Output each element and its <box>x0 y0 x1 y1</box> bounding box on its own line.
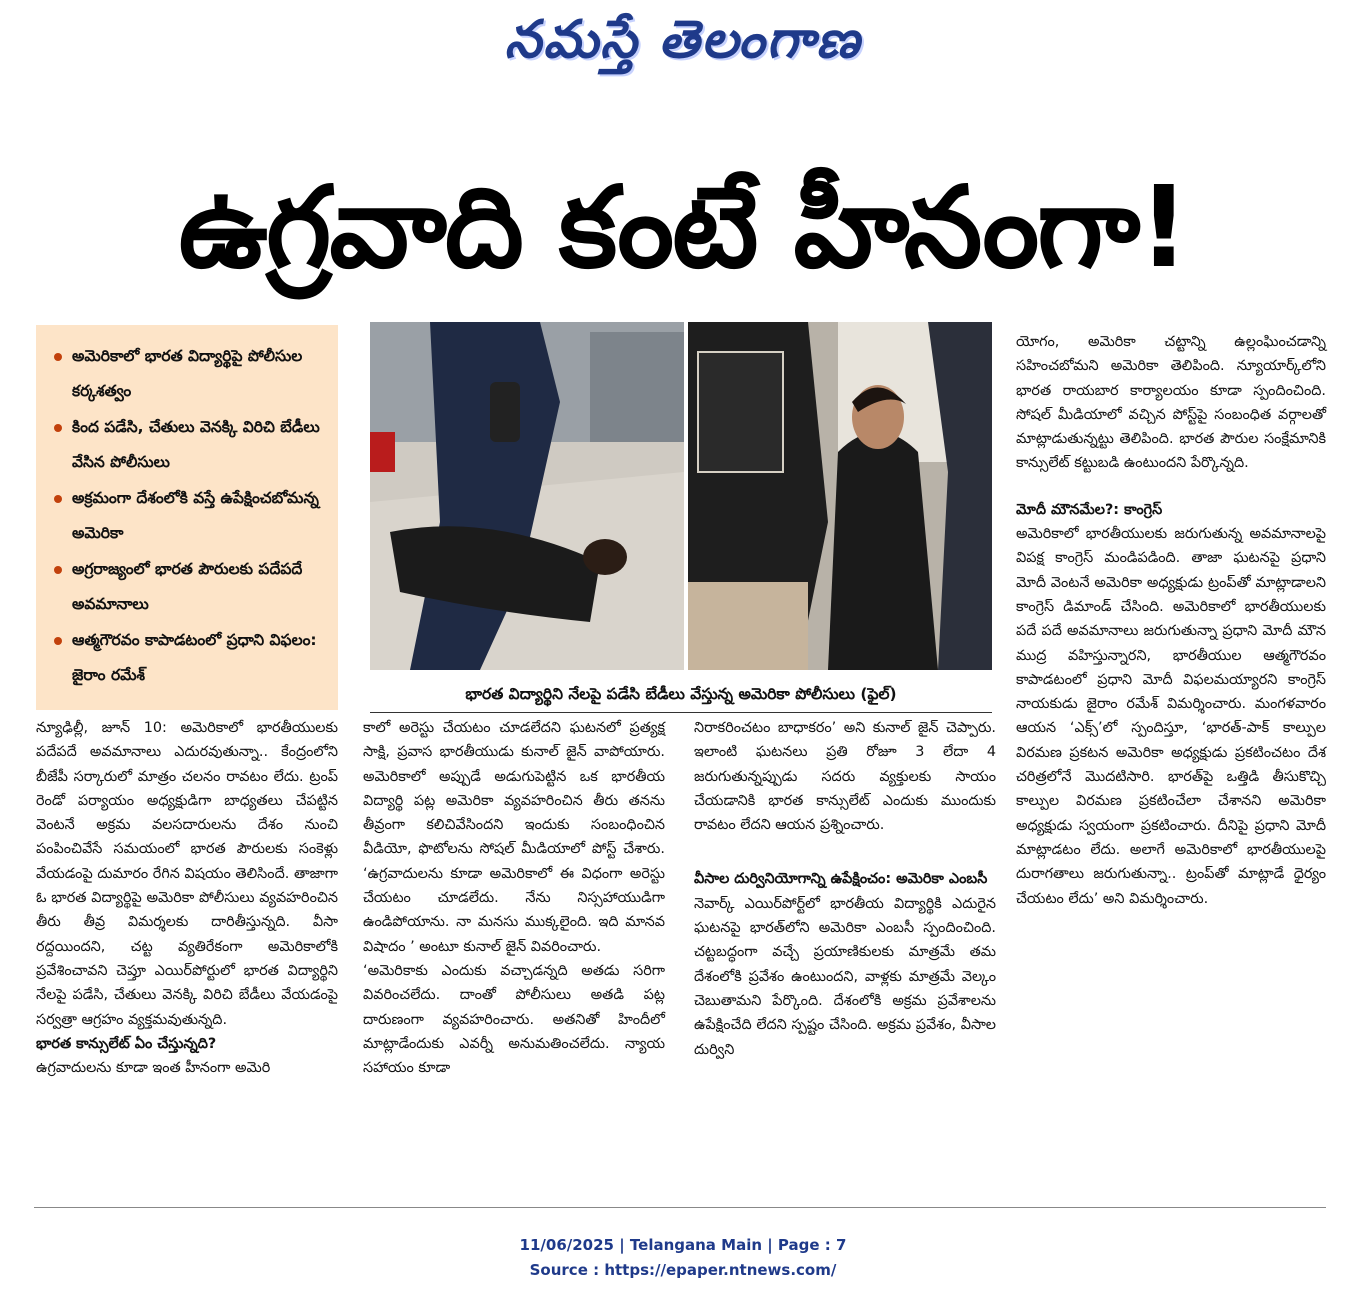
highlights-box <box>36 325 338 710</box>
subheading: మోదీ మౌనమేల?: కాంగ్రెస్ <box>1016 501 1163 518</box>
photo-left <box>370 322 684 670</box>
bullet-icon <box>54 637 62 645</box>
article-paragraph: నిరాకరించటం బాధాకరం’ అని కునాల్ జైన్ చెప్పారు. ఇలాంటి ఘటనలు ప్రతి రోజూ 3 లేదా 4 జరుగుతున్నప్పుడు సదరు వ్యక్తులకు సాయం చేయడానికి భారత కాన్సులేట్ ఎందుకు ముందుకు రావటం లేదని ఆయన ప్రశ్నించారు. <box>694 720 996 834</box>
highlight-item: ఆత్మగౌరవం కాపాడటంలో ప్రధాని విఫలం: జైరాం రమేశ్ <box>54 623 326 693</box>
article-column-2 <box>363 716 665 1080</box>
highlight-item: అగ్రరాజ్యంలో భారత పౌరులకు పదేపదే అవమానాలు <box>54 552 326 622</box>
article-paragraph: కాలో అరెస్టు చేయటం చూడలేదని ఘటనలో ప్రత్యక్ష సాక్షి, ప్రవాస భారతీయుడు కునాల్ జైన్ వాపోయారు. అమెరికాలో అప్పుడే అడుగుపెట్టిన ఒక భారతీయ విద్యార్థి పట్ల అమెరికా వ్యవహరించిన తీరు తనను తీవ్రంగా కలిచివేసిందని ఇందుకు సంబంధించిన వీడియో, ఫొటోలను సోషల్ మీడియాలో పోస్ట్ చేశారు. ‘ఉగ్రవాదులను కూడా అమెరికాలో ఈ విధంగా అరెస్టు చేయటం చూడలేదు. నేను నిస్సహాయుడిగా ఉండిపోయాను. నా మనసు ముక్కలైంది. ఇది మానవ విషాదం ’ అంటూ కునాల్ జైన్ వివరించారు. <box>363 720 665 955</box>
bullet-icon <box>54 566 62 574</box>
footer-divider <box>34 1207 1326 1208</box>
article-paragraph: యోగం, అమెరికా చట్టాన్ని ఉల్లంఘించడాన్ని సహించబోమని అమెరికా తెలిపింది. న్యూయార్క్‌లోని భారత రాయబార కార్యాలయం కూడా స్పందించింది. సోషల్ మీడియాలో వచ్చిన పోస్ట్‌పై సంబంధిత వర్గాలతో మాట్లాడుతున్నట్టు తెలిపింది. భారత పౌరుల సంక్షేమానికి కాన్సులేట్ కట్టుబడి ఉంటుందని పేర్కొన్నది. <box>1016 334 1326 472</box>
photo-caption: భారత విద్యార్థిని నేలపై పడేసి బేడీలు వేస్తున్న అమెరికా పోలీసులు (ఫైల్) <box>370 676 992 713</box>
article-paragraph: న్యూఢిల్లీ, జూన్ 10: అమెరికాలో భారతీయులకు పదేపదే అవమానాలు ఎదురవుతున్నా.. కేంద్రంలోని బీజేపీ సర్కారులో మాత్రం చలనం రావటం లేదు. ట్రంప్ రెండో పర్యాయం అధ్యక్షుడిగా బాధ్యతలు చేపట్టిన వెంటనే అక్రమ వలసదారులను దేశం నుంచి పంపించివేసే సమయంలో భారత పౌరులకు సంకెళ్లు వేయడంపై దుమారం రేగిన విషయం తెలిసిందే. తాజాగా ఓ భారత విద్యార్థిపై అమెరికా పోలీసులు వ్యవహరించిన తీరు తీవ్ర విమర్శలకు దారితీస్తున్నది. వీసా రద్దయిందని, చట్ట వ్యతిరేకంగా అమెరికాలోకి ప్రవేశించావని చెప్తూ ఎయిర్‌పోర్టులో భారత విద్యార్థిని నేలపై పడేసి, చేతులు వెనక్కి విరిచి బేడీలు వేయడంపై సర్వత్రా ఆగ్రహం వ్యక్తమవుతున్నది. <box>36 720 338 1028</box>
footer-source-link[interactable]: Source : https://epaper.ntnews.com/ <box>529 1261 837 1279</box>
highlight-item: కింద పడేసి, చేతులు వెనక్కి విరిచి బేడీలు వేసిన పోలీసులు <box>54 410 326 480</box>
highlight-item: అక్రమంగా దేశంలోకి వస్తే ఉపేక్షించబోమన్న అమెరికా <box>54 481 326 551</box>
news-photo <box>370 322 992 670</box>
bullet-icon <box>54 424 62 432</box>
article-column-4 <box>1016 330 1326 911</box>
article-column-3 <box>694 716 996 1062</box>
subheading: వీసాల దుర్వినియోగాన్ని ఉపేక్షించం: అమెరికా ఎంబసీ <box>694 871 988 888</box>
article-paragraph: ఉగ్రవాదులను కూడా ఇంత హీనంగా అమెరి <box>36 1060 271 1077</box>
masthead-logo: నమస్తే తెలంగాణ <box>504 9 862 70</box>
headline: ఉగ్రవాది కంటే హీనంగా! <box>178 163 1188 293</box>
footer-edition-info: 11/06/2025 | Telangana Main | Page : 7 <box>519 1236 847 1254</box>
article-paragraph: నెవార్క్ ఎయిర్‌పోర్ట్‌లో భారతీయ విద్యార్థికి ఎదురైన ఘటనపై భారత్‌లోని అమెరికా ఎంబసీ స్పందించింది. చట్టబద్ధంగా వచ్చే ప్రయాణికులకు మాత్రమే తమ దేశంలోకి ప్రవేశం ఉంటుందని, వాళ్లకు మాత్రమే వెల్కం చెబుతామని పేర్కొంది. దేశంలోకి అక్రమ ప్రవేశాలను ఉపేక్షించేది లేదని స్పష్టం చేసింది. అక్రమ ప్రవేశం, వీసాల దుర్విని <box>694 895 996 1058</box>
highlight-item: అమెరికాలో భారత విద్యార్థిపై పోలీసుల కర్కశత్వం <box>54 339 326 409</box>
photo-right <box>688 322 992 670</box>
bullet-icon <box>54 353 62 361</box>
subheading: భారత కాన్సులేట్ ఏం చేస్తున్నది? <box>36 1035 217 1052</box>
article-paragraph: ‘అమెరికాకు ఎందుకు వచ్చాడన్నది అతడు సరిగా వివరించలేదు. దాంతో పోలీసులు అతడి పట్ల దారుణంగా వ్యవహరించారు. అతనితో హిందీలో మాట్లాడేందుకు ఎవర్నీ అనుమతించలేదు. న్యాయ సహాయం కూడా <box>363 962 665 1077</box>
bullet-icon <box>54 495 62 503</box>
article-paragraph: అమెరికాలో భారతీయులకు జరుగుతున్న అవమానాలపై విపక్ష కాంగ్రెస్ మండిపడింది. తాజా ఘటనపై ప్రధాని మోదీ వెంటనే అమెరికా అధ్యక్షుడు ట్రంప్‌తో మాట్లాడాలని కాంగ్రెస్ డిమాండ్ చేసింది. అమెరికాలో భారతీయులకు పదే పదే అవమానాలు జరుగుతున్నా ప్రధాని మోదీ మౌన ముద్ర వహిస్తున్నారని, భారతీయుల ఆత్మగౌరవం కాపాడటంలో ప్రధాని మోదీ విఫలమయ్యారని కాంగ్రెస్ నాయకుడు జైరాం రమేశ్ విమర్శించారు. మంగళవారం ఆయన ‘ఎక్స్’లో స్పందిస్తూ, ‘భారత్-పాక్ కాల్పుల విరమణ ప్రకటన అమెరికా అధ్యక్షుడు ప్రకటించటం దేశ చరిత్రలోనే మొదటిసారి. భారత్‌పై ఒత్తిడి తీసుకొచ్చి కాల్పుల విరమణ ప్రకటించేలా చేశానని అమెరికా అధ్యక్షుడు స్వయంగా ప్రకటించారు. దీనిపై ప్రధాని మోదీ మాట్లాడటం లేదు. అలాగే అమెరికాలో భారతీయులపై దురాగతాలు జరుగుతున్నా.. ట్రంప్‌తో మాట్లాడే ధైర్యం చేయటం లేదు’ అని విమర్శించారు. <box>1016 526 1326 907</box>
article-column-1 <box>36 716 338 1080</box>
